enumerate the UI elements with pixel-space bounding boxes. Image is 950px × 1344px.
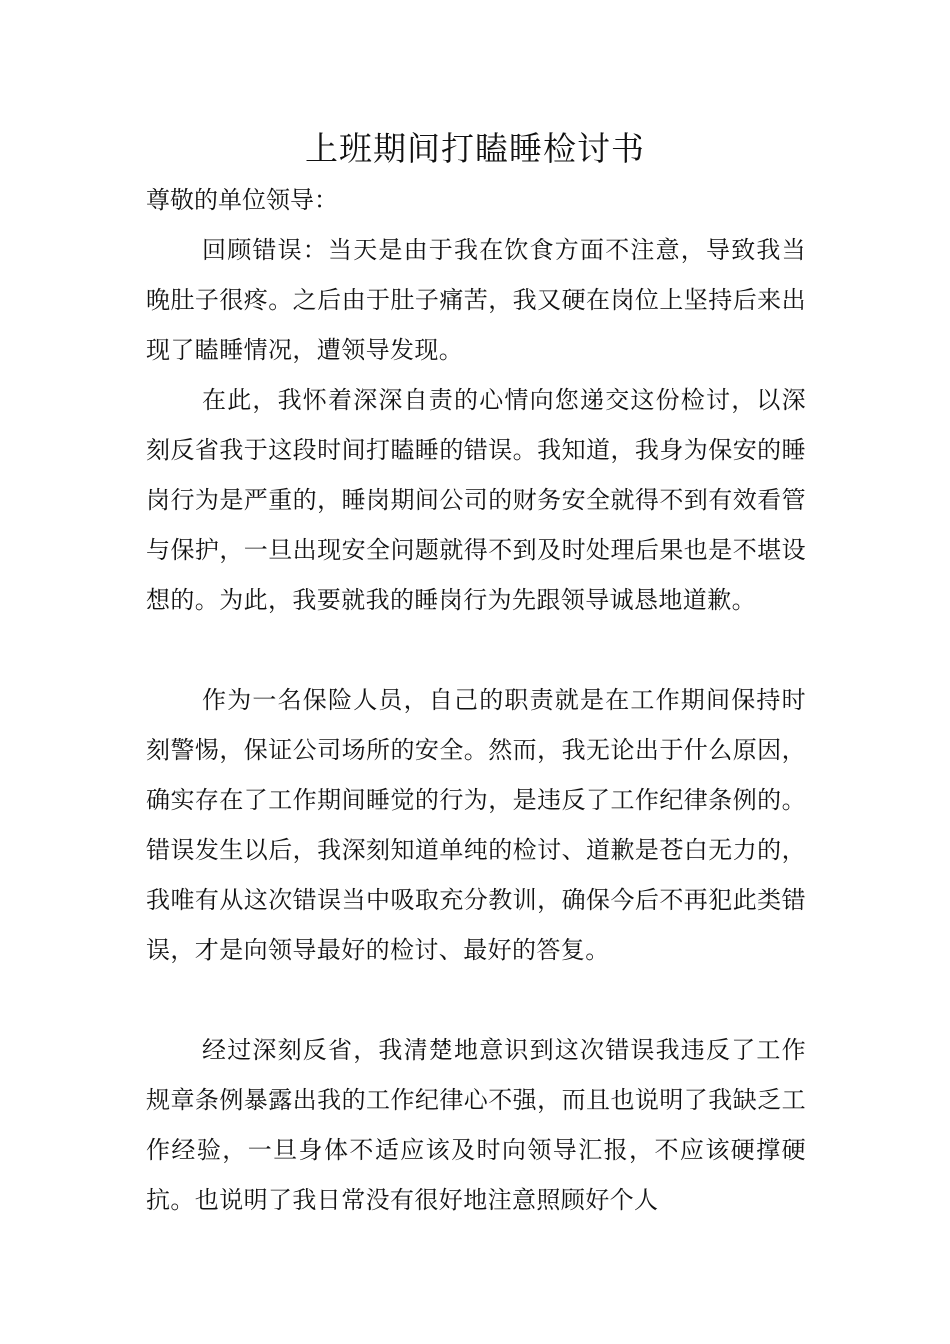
paragraph-3: 作为一名保险人员，自己的职责就是在工作期间保持时刻警惕，保证公司场所的安全。然而，我无论出于什么原因，确实存在了工作期间睡觉的行为，是违反了工作纪律条例的。错误发生以后，我深刻知道单纯的检讨、道歉是苍白无力的，我唯有从这次错误当中吸取充分教训，确保今后不再犯此类错误，才是向领导最好的检讨、最好的答复。: [146, 686, 806, 964]
paragraph-1: 回顾错误：当天是由于我在饮食方面不注意，导致我当晚肚子很疼。之后由于肚子痛苦，我又硬在岗位上坚持后来出现了瞌睡情况，遭领导发现。: [146, 236, 806, 364]
paragraph-2: 在此，我怀着深深自责的心情向您递交这份检讨，以深刻反省我于这段时间打瞌睡的错误。我知道，我身为保安的睡岗行为是严重的，睡岗期间公司的财务安全就得不到有效看管与保护，一旦出现安全问题就得不到及时处理后果也是不堪设想的。为此，我要就我的睡岗行为先跟领导诚恳地道歉。: [146, 386, 806, 614]
document-title: 上班期间打瞌睡检讨书: [305, 129, 645, 168]
paragraph-4: 经过深刻反省，我清楚地意识到这次错误我违反了工作规章条例暴露出我的工作纪律心不强，而且也说明了我缺乏工作经验，一旦身体不适应该及时向领导汇报，不应该硬撑硬抗。也说明了我日常没有很好地注意照顾好个人: [146, 1036, 806, 1214]
greeting-line: 尊敬的单位领导：: [146, 186, 338, 214]
